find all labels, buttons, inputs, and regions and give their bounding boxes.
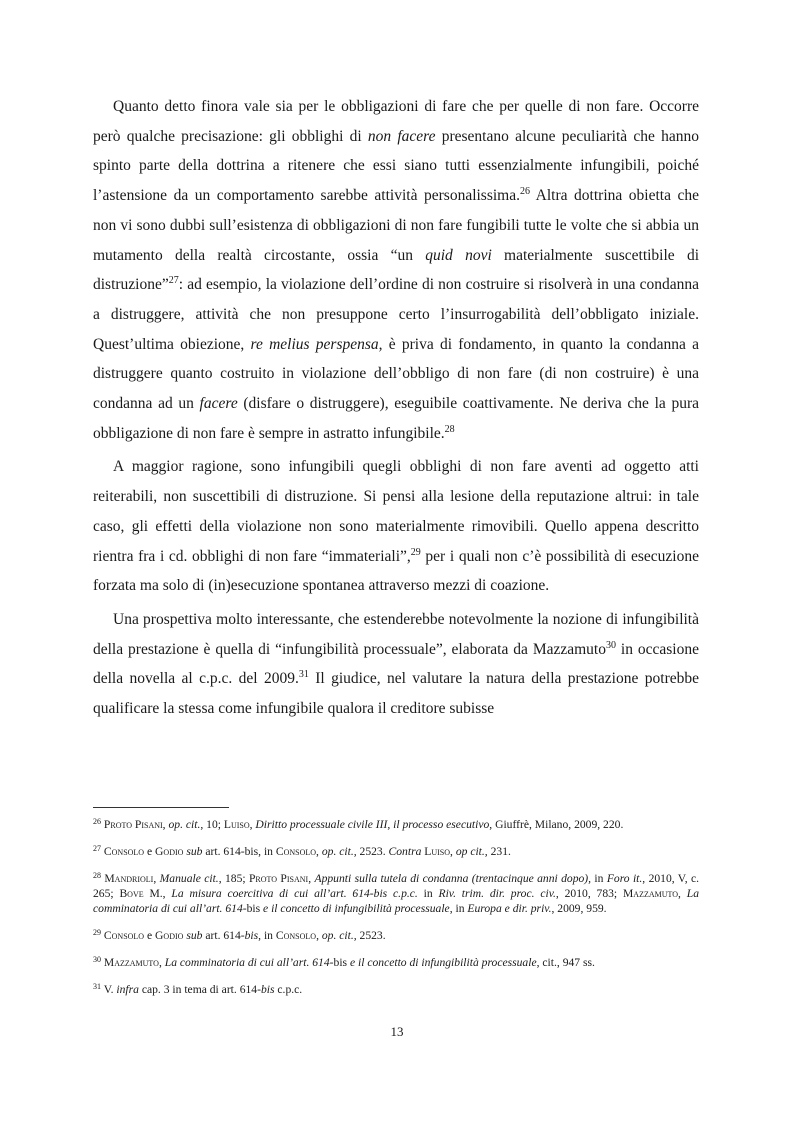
text-run: in occasione della novella al c.p.c. del 2009. (93, 640, 699, 688)
page-number: 13 (390, 1024, 404, 1039)
text-run: Mazzamuto (103, 956, 159, 969)
text-run: in (591, 872, 607, 885)
text-run: , (249, 818, 256, 831)
text-run: Diritto processuale civile III, il processo esecutivo (255, 818, 490, 831)
text-run: La comminatoria di cui all’art. 614- (164, 956, 334, 969)
text-run: Bove (119, 887, 144, 900)
text-run: Appunti sulla tutela di condanna (trentacinque anni dopo), (314, 872, 592, 885)
footnote-26 (93, 817, 699, 832)
body-paragraph (93, 452, 699, 601)
text-run: sub (186, 929, 203, 942)
footnote-ref: 29 (410, 546, 421, 558)
text-run: e (144, 929, 156, 942)
text-run: , 10; (200, 818, 224, 831)
text-run: e il concetto di infungibilità processuale (347, 956, 537, 969)
text-run: Altra dottrina obietta che non vi sono dubbi sull’esistenza di obbligazioni di non fare fungibili tutte le volte che si abbia un mutamento della realtà circostante, ossia “un (93, 187, 700, 264)
text-run: e (144, 845, 156, 858)
text-run: c.p.c. (274, 983, 303, 996)
text-run: , Giuffrè, Milano, 2009, 220. (489, 818, 624, 831)
text-run: bis (246, 902, 261, 915)
text-run: Consolo (103, 845, 145, 858)
text-run: op cit., (455, 845, 488, 858)
text-run: facere (199, 395, 238, 413)
body-paragraph (93, 605, 699, 724)
text-run: è priva di fondamento, in quanto la condanna a distruggere quanto costruito in violazione dell’obbligo di non fare (di non costruire) è una condanna ad un (93, 335, 699, 413)
text-run: Foro it. (606, 872, 643, 885)
body-paragraph (93, 92, 699, 448)
text-run: bis (244, 929, 259, 942)
text-run: Contra (388, 845, 422, 858)
text-run: La misura coercitiva di cui all’art. 614-bis c.p.c. (171, 887, 418, 900)
footnote-ref: 26 (93, 817, 101, 826)
footnote-28 (93, 871, 699, 916)
text-run: art. 614- (202, 929, 245, 942)
text-run: Europa e dir. priv. (467, 902, 552, 915)
text-run: 2523. (356, 845, 389, 858)
footnote-ref: 28 (444, 423, 455, 435)
text-run: Quanto detto finora vale sia per le obbligazioni di fare che per quelle di non fare. Occorre però qualche precisazione: gli obblighi di (93, 98, 699, 145)
footnote-29 (93, 928, 699, 943)
footnote-ref: 29 (93, 928, 101, 937)
text-run: , (316, 929, 322, 942)
text-run: (disfare o distruggere), eseguibile coattivamente. Ne deriva che la pura obbligazione di non fare è sempre in astratto infungibile. (93, 395, 699, 442)
text-run: Mandrioli (104, 872, 154, 885)
text-run: Consolo (275, 929, 317, 942)
footnotes (93, 817, 699, 1009)
text-run: art. 614-bis, in (202, 845, 276, 858)
text-run: , (678, 887, 687, 900)
text-run: M., (143, 887, 172, 900)
text-run: , in (449, 902, 468, 915)
text-run: Proto Pisani (103, 818, 163, 831)
text-run: materialmente suscettibile di distruzione” (93, 246, 699, 294)
footnote-ref: 30 (93, 955, 101, 964)
text-run: , in (258, 929, 276, 942)
footnote-ref: 31 (298, 669, 309, 681)
text-run: e il concetto di infungibilità processuale (260, 902, 450, 915)
text-run: quid novi (425, 246, 492, 264)
text-run: Godio (155, 845, 184, 858)
footnote-27 (93, 844, 699, 859)
text-run: in (417, 887, 439, 900)
text-run: Consolo (275, 845, 317, 858)
text-run: sub (186, 845, 203, 858)
text-run: Manuale cit. (159, 872, 219, 885)
text-run: , 185; (218, 872, 249, 885)
text-run: cap. 3 in tema di art. 614- (138, 983, 261, 996)
body-text (93, 92, 699, 724)
text-run: , (316, 845, 322, 858)
text-run: Una prospettiva molto interessante, che estenderebbe notevolmente la nozione di infungibilità della prestazione è quella di “infungibilità processuale”, elaborata da Mazzamuto (93, 610, 699, 658)
footnote-ref: 27 (93, 844, 101, 853)
text-run: Luiso (223, 818, 250, 831)
text-run: : ad esempio, la violazione dell’ordine di non costruire si risolverà in una condanna a distruggere, attività che non presuppone certo l’insurrogabilità dell’obbligato iniziale. Quest’ultima obiezione, (93, 276, 699, 353)
text-run: , (153, 872, 160, 885)
text-run: re melius perspensa, (250, 335, 383, 353)
text-run: bis (333, 956, 348, 969)
text-run: 2523. (356, 929, 386, 942)
footnote-ref: 26 (520, 186, 530, 198)
text-run: , (162, 818, 169, 831)
text-run: Proto Pisani (248, 872, 309, 885)
footnote-ref: 30 (605, 639, 616, 651)
text-run: Godio (155, 929, 184, 942)
footnote-ref: 28 (93, 871, 101, 880)
text-run: bis (260, 983, 275, 996)
text-run: V. (101, 983, 117, 996)
text-run: A maggior ragione, sono infungibili quegli obblighi di non fare aventi ad oggetto atti reiterabili, non suscettibili di distruzione. Si pensi alla lesione della reputazione altrui: in tale caso, gli effetti della violazione non sono materialmente rimovibili. Quello appena descritto rientra fra i cd. obblighi di non fare “immateriali”, (93, 458, 699, 565)
text-run: , 2009, 959. (551, 902, 607, 915)
text-run: Riv. trim. dir. proc. civ. (438, 887, 556, 900)
text-run: op. cit., (321, 845, 357, 858)
text-run: La comminatoria di cui all’art. 614- (93, 887, 700, 915)
text-run: Il giudice, nel valutare la natura della prestazione potrebbe qualificare la stessa come infungibile qualora il creditore subisse (93, 670, 699, 718)
text-run: , cit., 947 ss. (536, 956, 595, 969)
text-run: per i quali non c’è possibilità di esecuzione forzata ma solo di (in)esecuzione spontanea attraverso mezzi di coazione. (93, 547, 699, 595)
text-run: Luiso (424, 845, 451, 858)
footnote-31 (93, 982, 699, 997)
footnote-ref: 27 (168, 275, 179, 287)
footnote-30 (93, 955, 699, 970)
text-run: infra (116, 983, 139, 996)
text-run: , 2010, 783; (555, 887, 623, 900)
footnote-ref: 31 (93, 982, 101, 991)
text-run: , 2010, V, c. 265; (93, 872, 700, 900)
text-run: 231. (487, 845, 511, 858)
text-run: op. cit., (321, 929, 357, 942)
text-run: , (308, 872, 315, 885)
text-run: presentano alcune peculiarità che hanno spinto parte della dottrina a ritenere che essi siano tutti essenzialmente infungibili, poiché l’astensione da un comportamento sarebbe attività personalissima. (93, 127, 699, 205)
text-run: op. cit. (168, 818, 201, 831)
text-run: non facere (367, 127, 436, 145)
page-body (93, 92, 699, 728)
text-run: , (158, 956, 165, 969)
text-run: Mazzamuto (622, 887, 679, 900)
text-run: Consolo (103, 929, 145, 942)
footnote-separator (93, 807, 229, 808)
text-run: , (450, 845, 456, 858)
